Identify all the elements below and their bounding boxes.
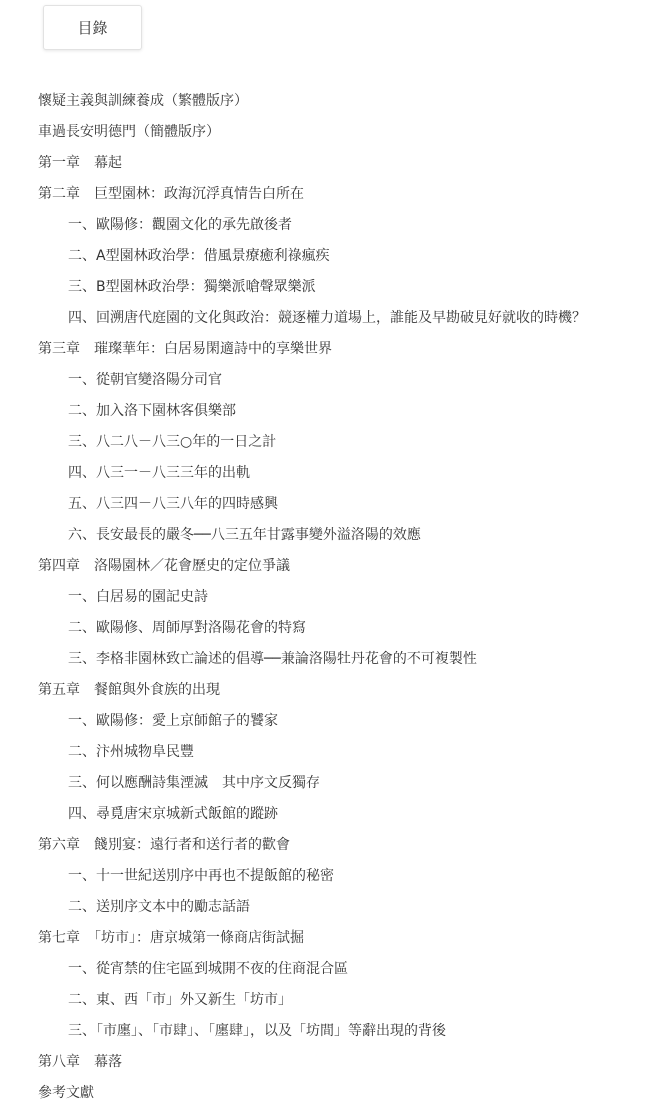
- toc-section-link[interactable]: 一、歐陽修：愛上京師館子的饕家: [68, 713, 278, 729]
- toc-chapter-link[interactable]: 第三章 璀璨華年：白居易閑適詩中的享樂世界: [38, 341, 332, 357]
- toc-section-link[interactable]: 三、何以應酬詩集湮滅 其中序文反獨存: [68, 775, 320, 791]
- toc-chapter-link[interactable]: 第二章 巨型園林：政海沉浮真情告白所在: [38, 186, 304, 202]
- toc-section-link[interactable]: 二、送別序文本中的勵志話語: [68, 899, 250, 915]
- toc-chapter-link[interactable]: 參考文獻: [38, 1085, 94, 1101]
- table-of-contents: [0, 86, 653, 1109]
- toc-section-link[interactable]: 四、八三一－八三三年的出軌: [68, 465, 250, 481]
- toc-section-link[interactable]: 二、歐陽修、周師厚對洛陽花會的特寫: [68, 620, 306, 636]
- toc-section-link[interactable]: 二、加入洛下園林客俱樂部: [68, 403, 236, 419]
- toc-chapter-link[interactable]: 第六章 餞別宴：遠行者和送行者的歡會: [38, 837, 290, 853]
- toc-section-link[interactable]: 四、尋覓唐宋京城新式飯館的蹤跡: [68, 806, 278, 822]
- toc-section-link[interactable]: 六、長安最長的嚴冬──八三五年甘露事變外溢洛陽的效應: [68, 527, 421, 543]
- toc-section-link[interactable]: 三、B型園林政治學：獨樂派嗆聲眾樂派: [68, 279, 316, 295]
- toc-section-link[interactable]: 一、從宵禁的住宅區到城開不夜的住商混合區: [68, 961, 348, 977]
- toc-tab-button[interactable]: 目錄: [43, 5, 142, 50]
- toc-section-link[interactable]: 三、李格非園林致亡論述的倡導──兼論洛陽牡丹花會的不可複製性: [68, 651, 477, 667]
- toc-section-link[interactable]: 四、回溯唐代庭園的文化與政治：競逐權力道場上，誰能及早勘破見好就收的時機？: [68, 310, 586, 326]
- toc-chapter-link[interactable]: 第七章 「坊市」：唐京城第一條商店街試掘: [38, 930, 304, 946]
- toc-chapter-link[interactable]: 第一章 幕起: [38, 155, 122, 171]
- toc-chapter-link[interactable]: 懷疑主義與訓練養成（繁體版序）: [38, 93, 248, 109]
- toc-section-link[interactable]: 五、八三四－八三八年的四時感興: [68, 496, 278, 512]
- toc-chapter-link[interactable]: 車過長安明德門（簡體版序）: [38, 124, 220, 140]
- toc-chapter-link[interactable]: 第四章 洛陽園林／花會歷史的定位爭議: [38, 558, 290, 574]
- toc-chapter-link[interactable]: 第八章 幕落: [38, 1054, 122, 1070]
- toc-section-link[interactable]: 一、白居易的園記史詩: [68, 589, 208, 605]
- toc-section-link[interactable]: 一、從朝官變洛陽分司官: [68, 372, 222, 388]
- toc-section-link[interactable]: 二、汴州城物阜民豐: [68, 744, 194, 760]
- toc-section-link[interactable]: 三、「市廛」、「市肆」、「廛肆」，以及「坊間」等辭出現的背後: [68, 1023, 446, 1039]
- toc-section-link[interactable]: 三、八二八－八三○年的一日之計: [68, 434, 277, 450]
- toc-section-link[interactable]: 一、十一世紀送別序中再也不提飯館的秘密: [68, 868, 334, 884]
- toc-section-link[interactable]: 一、歐陽修：觀園文化的承先啟後者: [68, 217, 292, 233]
- toc-chapter-link[interactable]: 第五章 餐館與外食族的出現: [38, 682, 220, 698]
- toc-section-link[interactable]: 二、東、西「市」外又新生「坊市」: [68, 992, 292, 1008]
- toc-section-link[interactable]: 二、A型園林政治學：借風景療癒利祿瘋疾: [68, 248, 330, 264]
